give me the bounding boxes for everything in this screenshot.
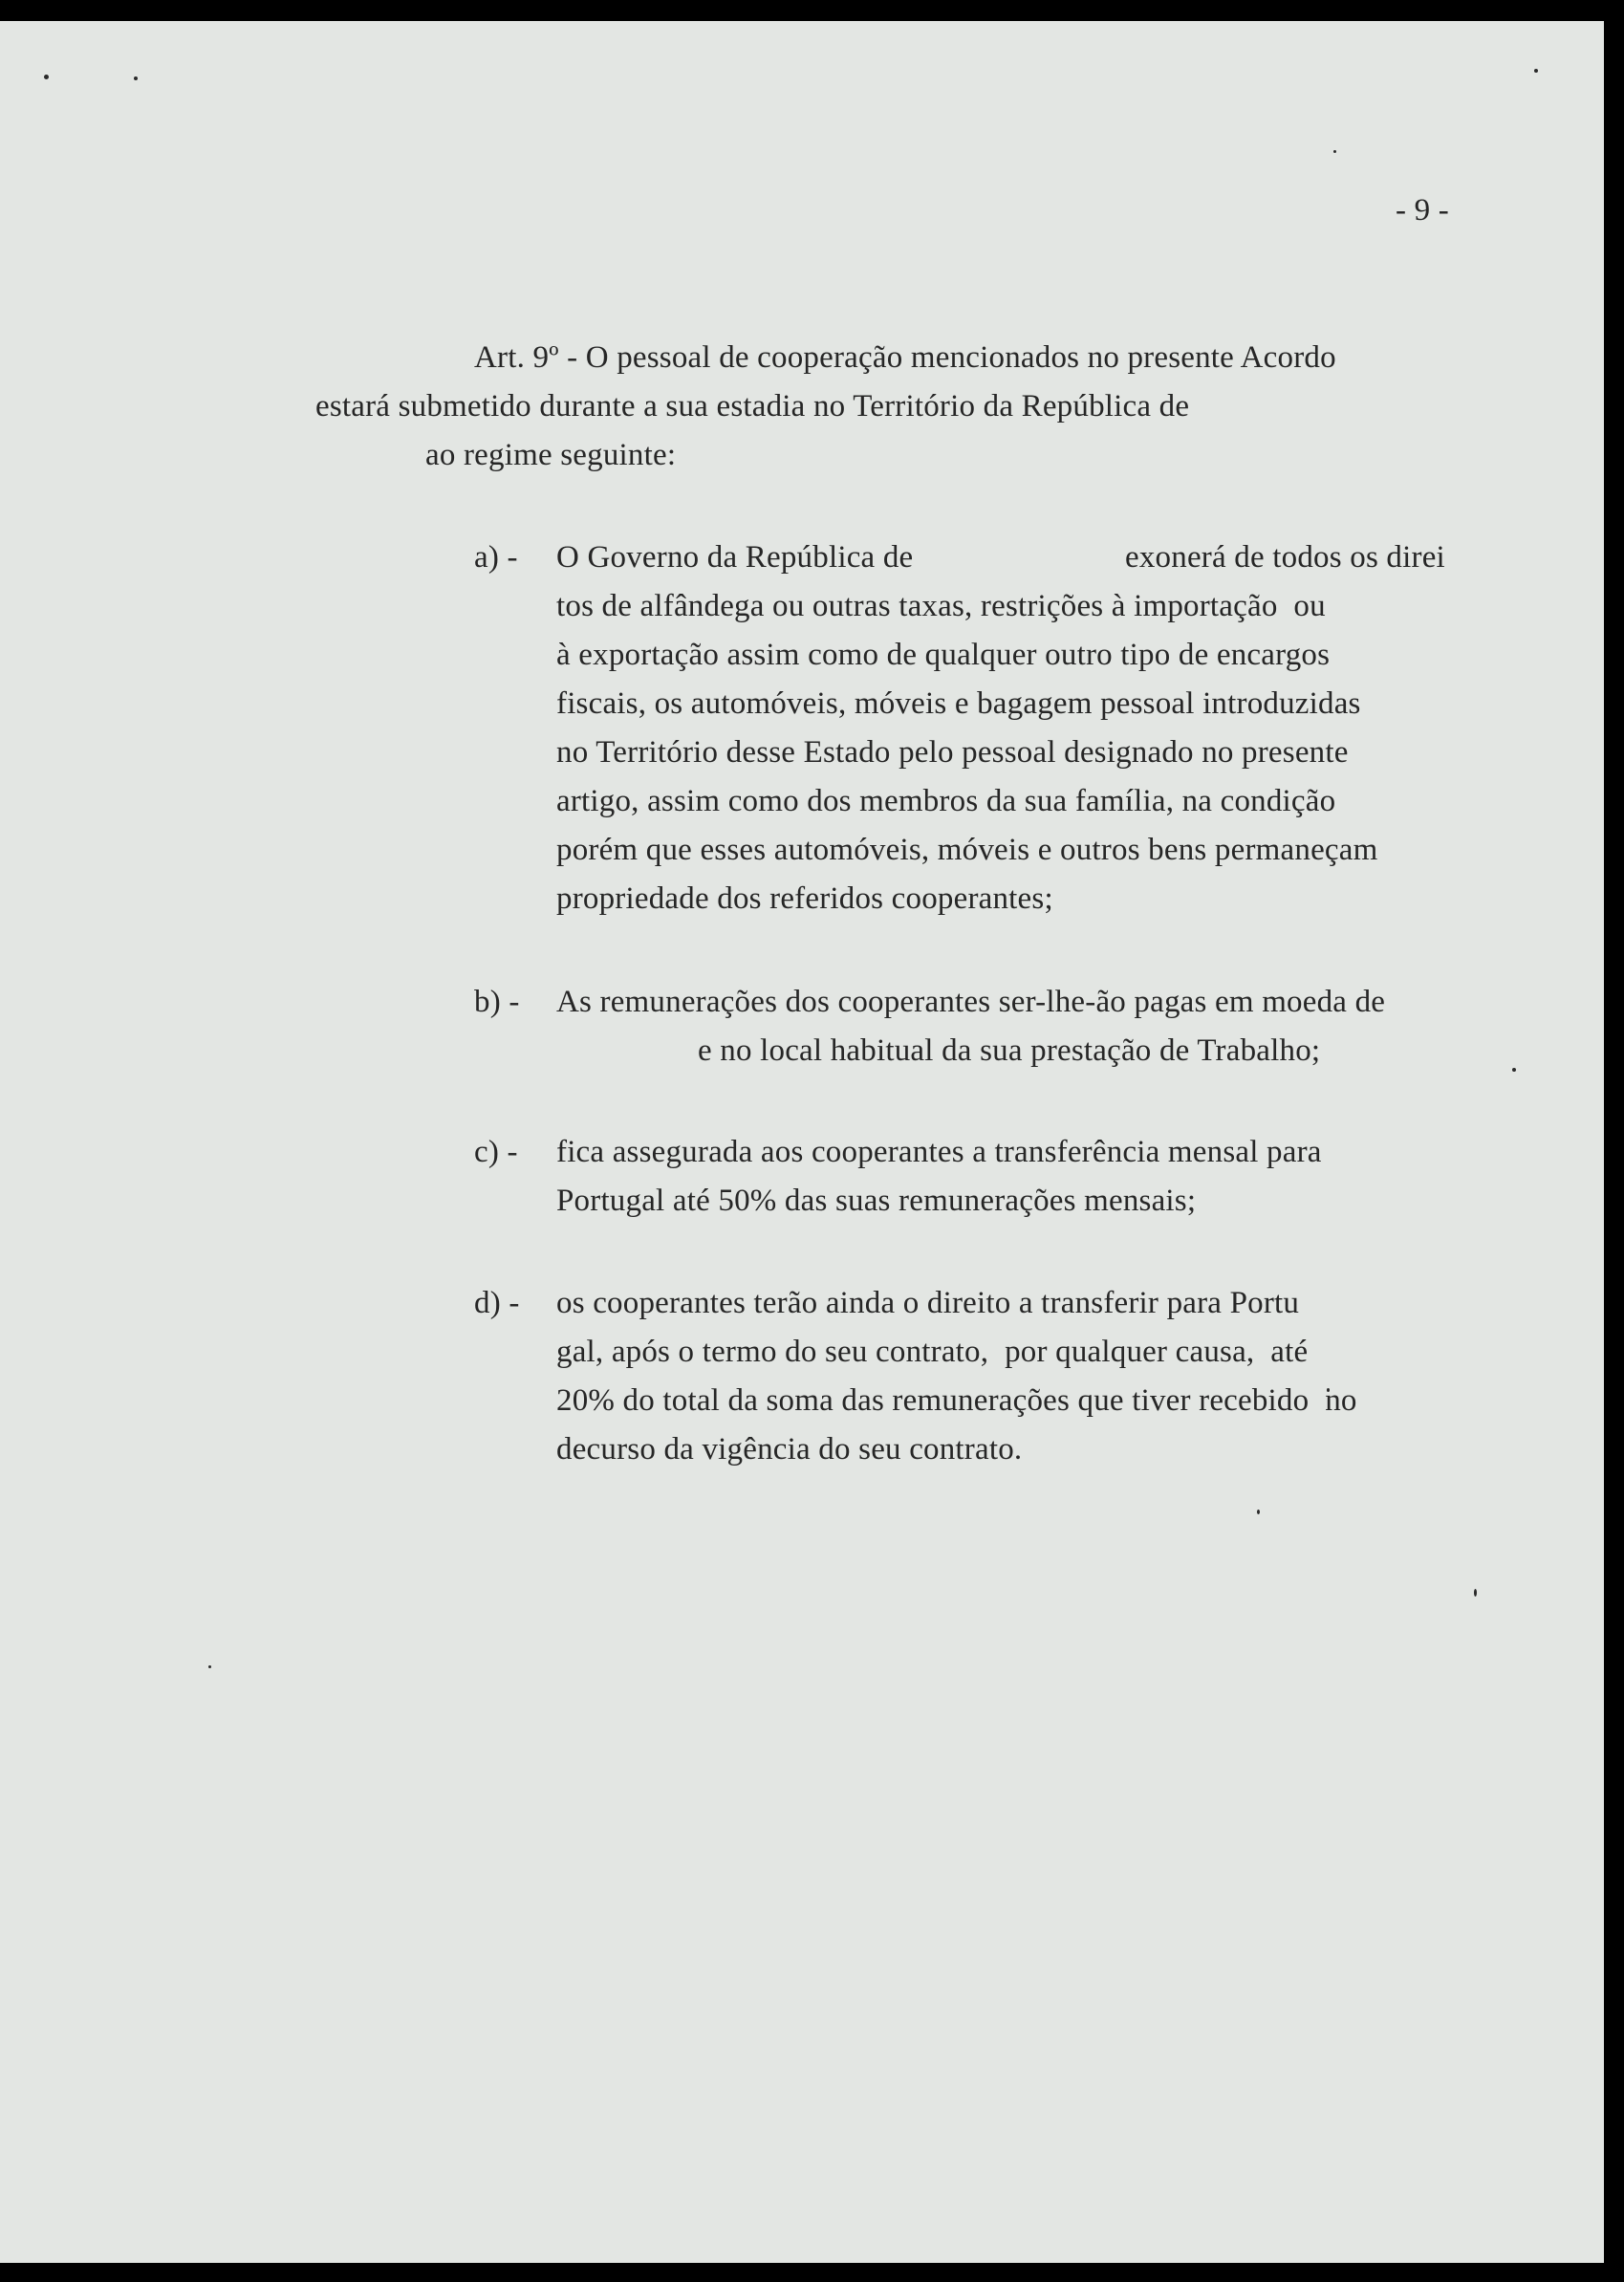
item-c-line-1: fica assegurada aos cooperantes a transferência mensal para [556, 1135, 1322, 1169]
scan-speck [44, 75, 49, 79]
item-a-line-6: artigo, assim como dos membros da sua família, na condição [556, 784, 1336, 818]
item-a-line-2: tos de alfândega ou outras taxas, restrições à importação ou [556, 589, 1326, 623]
document-page [0, 21, 1604, 2263]
article-intro-line-3: ao regime seguinte: [425, 438, 677, 472]
article-intro-line-2: estará submetido durante a sua estadia no Território da República de [315, 389, 1190, 424]
scan-speck [1257, 1510, 1260, 1514]
scan-speck [1474, 1589, 1477, 1597]
scan-speck [208, 1665, 211, 1668]
item-b-line-1: As remunerações dos cooperantes ser-lhe-ão pagas em moeda de [556, 985, 1386, 1019]
scan-speck [1512, 1068, 1516, 1072]
item-marker-d: d) - [474, 1286, 520, 1320]
item-a-line-7: porém que esses automóveis, móveis e outros bens permaneçam [556, 833, 1378, 867]
item-a-line-1b: exonerá de todos os direi [1125, 540, 1445, 575]
item-marker-b: b) - [474, 985, 520, 1019]
item-b-line-2: e no local habitual da sua prestação de Trabalho; [698, 1033, 1321, 1068]
item-a-line-8: propriedade dos referidos cooperantes; [556, 881, 1053, 916]
item-marker-c: c) - [474, 1135, 518, 1169]
item-d-line-4: decurso da vigência do seu contrato. [556, 1432, 1023, 1467]
page-number: - 9 - [1396, 193, 1449, 228]
item-a-line-1a: O Governo da República de [556, 540, 914, 575]
item-d-line-2: gal, após o termo do seu contrato, por qualquer causa, até [556, 1335, 1309, 1369]
item-a-line-3: à exportação assim como de qualquer outro tipo de encargos [556, 638, 1331, 672]
item-marker-a: a) - [474, 540, 518, 575]
item-c-line-2: Portugal até 50% das suas remunerações mensais; [556, 1184, 1197, 1218]
item-d-line-3: 20% do total da soma das remunerações que tiver recebido no [556, 1383, 1357, 1418]
item-a-line-4: fiscais, os automóveis, móveis e bagagem pessoal introduzidas [556, 686, 1361, 721]
article-intro-line-1: Art. 9º - O pessoal de cooperação mencionados no presente Acordo [474, 340, 1336, 375]
item-a-line-5: no Território desse Estado pelo pessoal designado no presente [556, 735, 1349, 770]
scan-speck [134, 76, 138, 80]
item-d-line-1: os cooperantes terão ainda o direito a transferir para Portu [556, 1286, 1300, 1320]
scan-speck [1333, 150, 1336, 153]
scan-speck [1534, 69, 1538, 73]
